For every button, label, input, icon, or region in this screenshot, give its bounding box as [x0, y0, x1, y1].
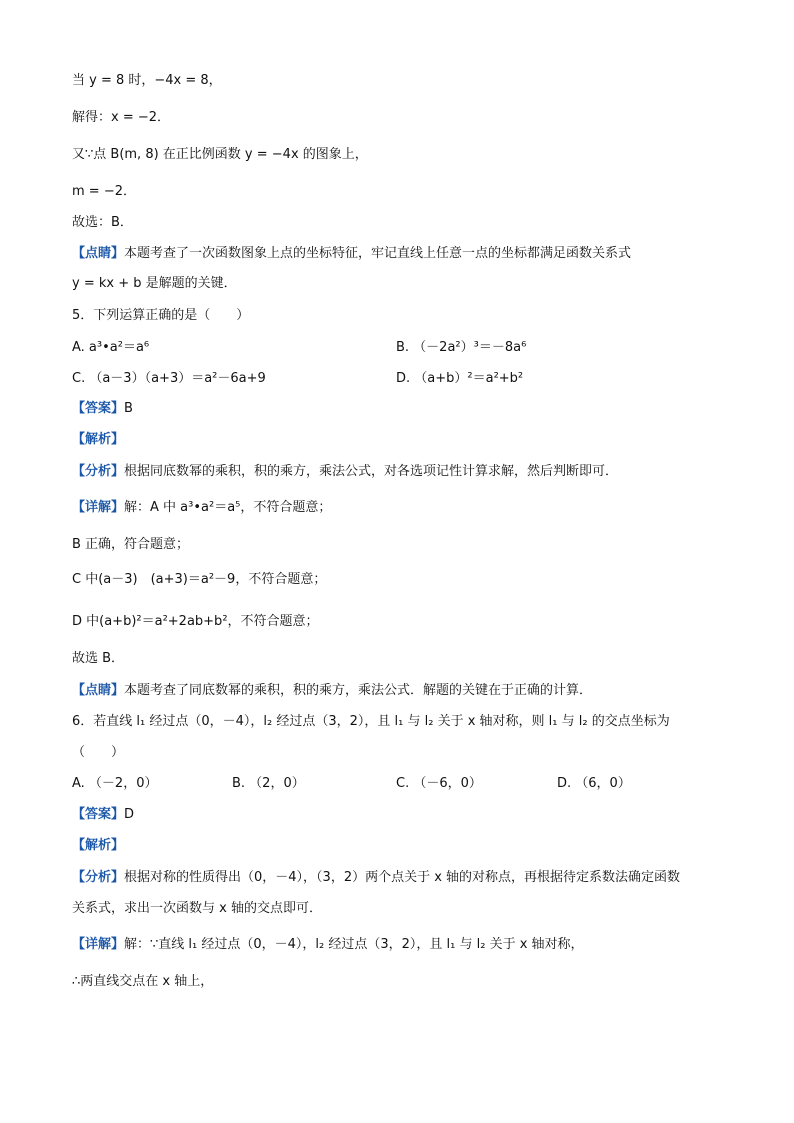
text-line: 关系式，求出一次函数与 x 轴的交点即可．: [72, 901, 322, 916]
text-line: 又∵点 B(m, 8) 在正比例函数 y = −4x 的图象上，: [72, 147, 368, 162]
section-tag: 【分析】: [72, 870, 125, 885]
text-line: 当 y = 8 时，−4x = 8，: [72, 73, 222, 88]
section-tag: 【答案】: [72, 807, 125, 822]
answer-value: D: [124, 807, 135, 822]
section-tag: 【分析】: [72, 464, 125, 479]
detail-line: [72, 499, 331, 517]
text-line: （ ）: [72, 745, 125, 760]
section-tag: 【详解】: [72, 500, 125, 515]
detail-line: [72, 936, 584, 954]
answer-line: [72, 806, 134, 824]
comment-line: [72, 245, 631, 263]
section-tag: 【解析】: [72, 432, 125, 447]
analysis-heading: [72, 431, 124, 449]
question-title: 6．若直线 l₁ 经过点（0，－4），l₂ 经过点（3，2），且 l₁ 与 l₂ 关于 x 轴对称，则 l₁ 与 l₂ 的交点坐标为: [72, 714, 670, 729]
analysis-heading: [72, 837, 124, 855]
section-tag: 【答案】: [72, 401, 125, 416]
text-line: C 中(a－3) (a+3)＝a²－9，不符合题意；: [72, 572, 327, 587]
section-tag: 【详解】: [72, 937, 125, 952]
comment-text: 本题考查了一次函数图象上点的坐标特征，牢记直线上任意一点的坐标都满足函数关系式: [124, 246, 632, 261]
answer-line: [72, 400, 133, 418]
option-c: C. （－6，0）: [396, 776, 482, 791]
text-line: 故选 B．: [72, 651, 125, 666]
option-a: A. （－2，0）: [72, 776, 158, 791]
option-b: B. （－2a²）³＝－8a⁶: [396, 340, 527, 355]
answer-value: B: [124, 401, 133, 416]
text-line: m = −2．: [72, 184, 136, 199]
detail-text: 解：∵直线 l₁ 经过点（0，－4），l₂ 经过点（3，2），且 l₁ 与 l₂ 关于 x 轴对称，: [124, 937, 584, 952]
comment-line: [72, 682, 592, 700]
analysis-text: 根据同底数幂的乘积，积的乘方，乘法公式，对各选项记性计算求解，然后判断即可．: [124, 464, 619, 479]
question-title: 5．下列运算正确的是（ ）: [72, 308, 250, 323]
comment-text: 本题考查了同底数幂的乘积，积的乘方，乘法公式．解题的关键在于正确的计算．: [124, 683, 593, 698]
section-tag: 【点睛】: [72, 683, 125, 698]
detail-text: 解：A 中 a³•a²＝a⁵，不符合题意；: [124, 500, 332, 515]
section-tag: 【点睛】: [72, 246, 125, 261]
option-c: C. （a－3）（a+3）＝a²－6a+9: [72, 371, 266, 386]
option-a: A. a³•a²＝a⁶: [72, 340, 150, 355]
text-line: y = kx + b 是解题的关键．: [72, 276, 237, 291]
option-d: D. （6，0）: [557, 776, 631, 791]
analysis-line: [72, 869, 680, 887]
option-d: D. （a+b）²＝a²+b²: [396, 371, 524, 386]
analysis-line: [72, 463, 618, 481]
text-line: B 正确，符合题意；: [72, 537, 190, 552]
section-tag: 【解析】: [72, 838, 125, 853]
text-line: 解得：x = −2．: [72, 110, 171, 125]
text-line: 故选：B．: [72, 215, 133, 230]
text-line: D 中(a+b)²＝a²+2ab+b²，不符合题意；: [72, 614, 319, 629]
option-b: B. （2，0）: [232, 776, 305, 791]
text-line: ∴两直线交点在 x 轴上，: [72, 974, 214, 989]
analysis-text: 根据对称的性质得出（0，－4），（3，2）两个点关于 x 轴的对称点，再根据待定系数法确定函数: [124, 870, 681, 885]
